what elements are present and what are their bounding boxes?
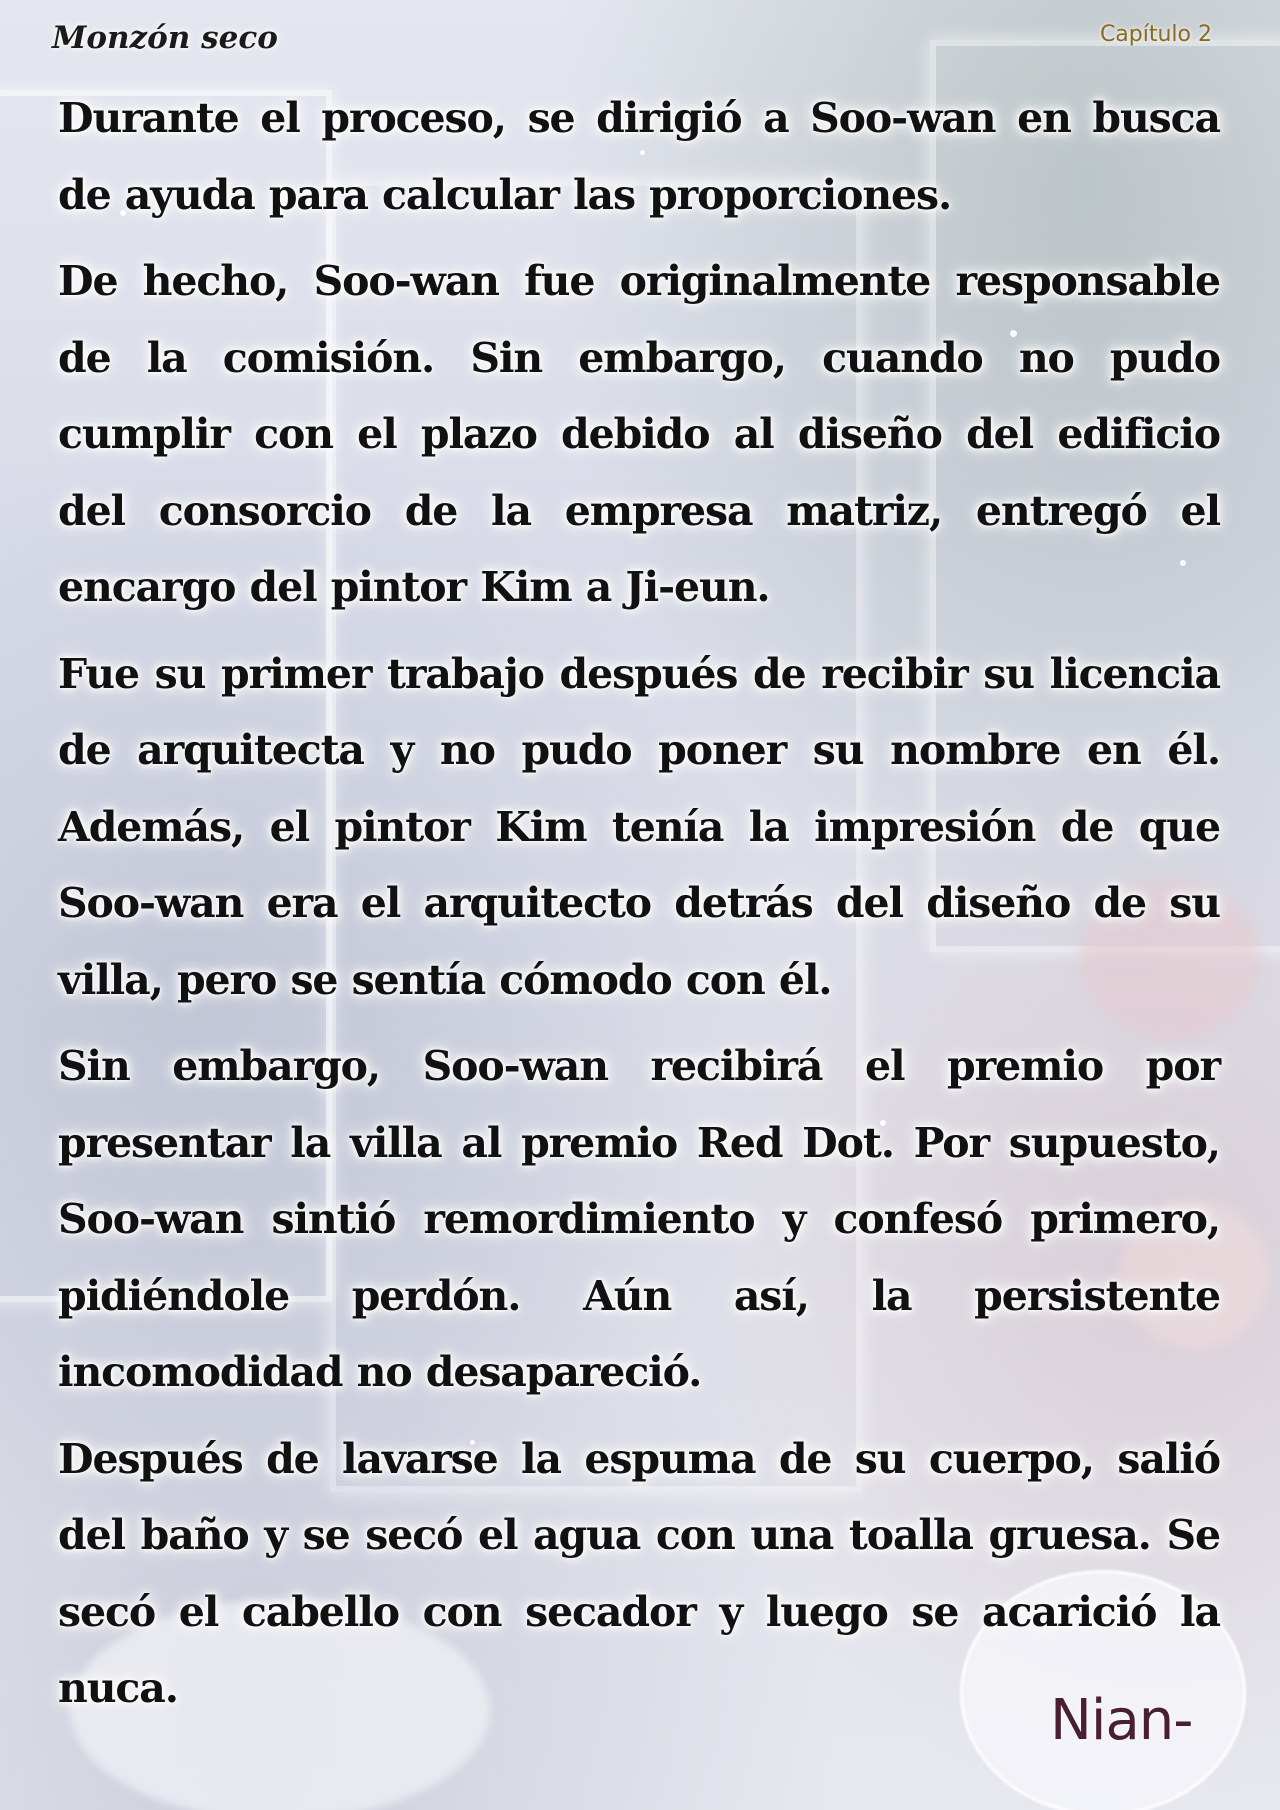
paragraph: Fue su primer trabajo después de recibir su licencia de arquitecta y no pudo poner su nombre en él. Además, el pintor Kim tenía la impresión de que Soo-wan era el arquitecto detrás del diseño de su villa, pero se sentía cómodo con él.: [58, 649, 1220, 1004]
paragraph: De hecho, Soo-wan fue originalmente responsable de la comisión. Sin embargo, cuando no pudo cumplir con el plazo debido al diseño del edificio del consorcio de la empresa matriz, entregó el encargo del pintor Kim a Ji-eun.: [58, 257, 1220, 611]
paragraph: Después de lavarse la espuma de su cuerpo, salió del baño y se secó el agua con una toalla gruesa. Se secó el cabello con secador y luego se acarició la nuca.: [58, 1434, 1220, 1712]
chapter-label: Capítulo 2: [1099, 22, 1212, 47]
paragraph: Sin embargo, Soo-wan recibirá el premio por presentar la villa al premio Red Dot. Por supuesto, Soo-wan sintió remordimiento y confesó primero, pidiéndole perdón. Aún así, la persistente incomodidad no desapareció.: [58, 1042, 1220, 1396]
paragraph: Durante el proceso, se dirigió a Soo-wan en busca de ayuda para calcular las proporciones.: [58, 94, 1220, 219]
translator-credit: Nian-: [1050, 1688, 1193, 1753]
page-header: [52, 14, 1212, 70]
series-title: Monzón seco: [52, 20, 278, 56]
chapter-body: [58, 80, 1220, 1737]
